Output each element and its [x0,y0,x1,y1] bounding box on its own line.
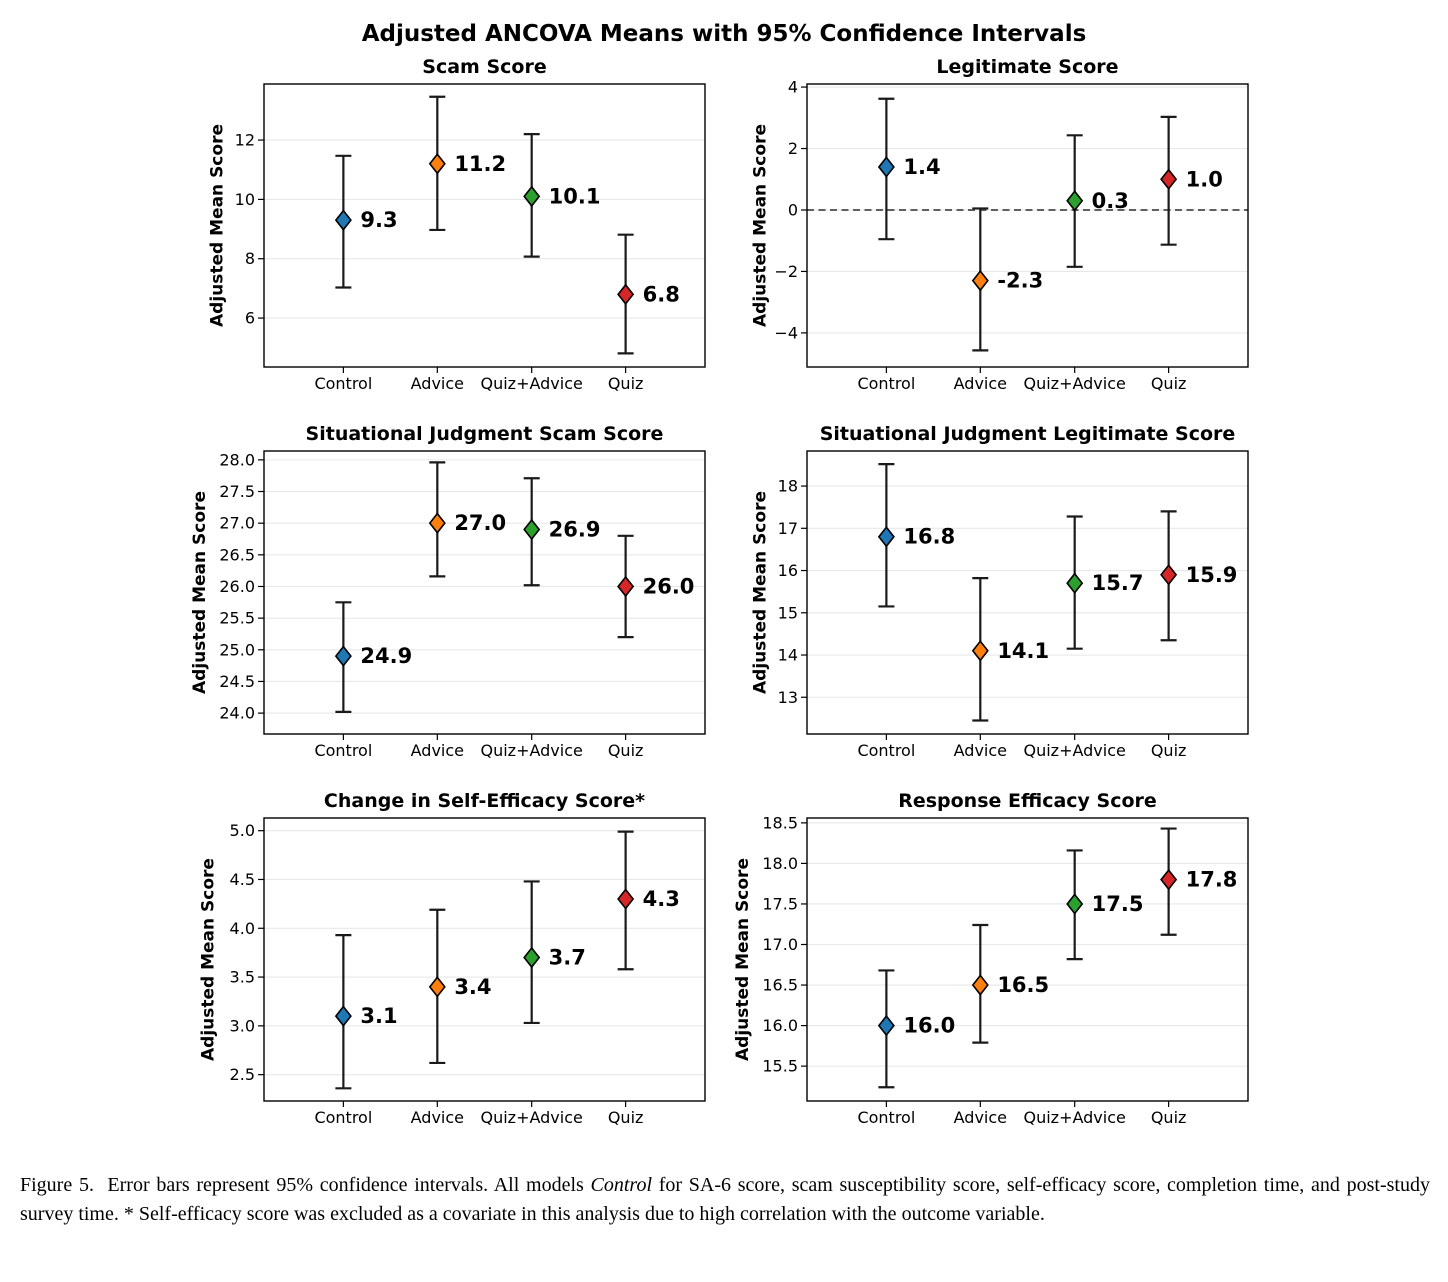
value-label: 11.2 [454,151,507,176]
axes-spines [807,818,1248,1101]
value-label: 3.1 [360,1004,398,1029]
mean-marker-quiz-advice [524,948,539,967]
mean-marker-quiz-advice [1067,894,1082,913]
subplot-scam-score [207,56,705,393]
mean-marker-advice [973,271,988,290]
x-tick-label-control: Control [314,741,373,760]
x-tick-label-quiz-advice: Quiz+Advice [480,741,583,760]
x-tick-label-control: Control [857,374,916,393]
caption-segment: Figure 5. Error bars represent 95% confidence intervals. All models [20,1174,591,1196]
y-axis-label: Adjusted Mean Score [750,491,771,694]
x-tick-label-quiz-advice: Quiz+Advice [1023,374,1126,393]
x-tick-label-quiz-advice: Quiz+Advice [1023,741,1126,760]
mean-marker-quiz [1161,170,1176,189]
figure-caption [20,1171,1430,1229]
y-tick-label: −4 [774,323,798,343]
mean-marker-advice [430,977,445,996]
y-tick-label: 8 [244,249,255,269]
value-label: 27.0 [454,511,507,536]
subplot-legitimate-score [750,56,1248,393]
y-tick-label: 15.5 [762,1056,798,1076]
value-label: 14.1 [997,638,1050,663]
value-label: 1.0 [1185,167,1223,192]
x-tick-label-quiz: Quiz [1150,374,1187,393]
y-tick-label: 12 [234,130,255,150]
y-tick-label: 17 [777,518,798,538]
subplot-title: Legitimate Score [936,56,1119,78]
value-label: 17.8 [1185,867,1238,892]
y-tick-label: 5.0 [229,821,255,841]
subplot-title: Situational Judgment Scam Score [305,423,664,445]
subplots-group [190,56,1248,1127]
mean-marker-control [879,157,894,176]
caption-segment: for SA-6 score, scam susceptibility score, self-efficacy score, completion time, and post-study survey time. * Self-efficacy score was excluded as a covariate in this analysis due to high correlation with the outcome variable. [20,1174,1430,1225]
y-tick-label: 4.0 [229,918,255,938]
value-label: 0.3 [1091,188,1129,213]
subplot-response-efficacy-score [733,790,1248,1127]
y-tick-label: 0 [787,200,798,220]
y-tick-label: 25.5 [219,608,255,628]
x-tick-label-advice: Advice [953,374,1008,393]
mean-marker-quiz [1161,870,1176,889]
mean-marker-control [336,211,351,230]
mean-marker-advice [430,514,445,533]
mean-marker-quiz-advice [1067,574,1082,593]
y-tick-label: 18.0 [762,853,798,873]
x-tick-label-control: Control [857,1108,916,1127]
mean-marker-control [879,1016,894,1035]
y-tick-label: 27.5 [219,482,255,502]
mean-marker-advice [973,976,988,995]
y-tick-label: 10 [234,189,255,209]
mean-marker-quiz-advice [524,187,539,206]
y-axis-label: Adjusted Mean Score [732,858,753,1061]
value-label: 15.7 [1091,571,1144,596]
axes-spines [807,451,1248,734]
mean-marker-advice [430,154,445,173]
y-tick-label: 2.5 [229,1065,255,1085]
value-label: 15.9 [1185,562,1238,587]
value-label: 26.9 [548,517,601,542]
y-tick-label: 6 [244,308,255,328]
x-tick-label-quiz-advice: Quiz+Advice [480,374,583,393]
x-tick-label-quiz-advice: Quiz+Advice [480,1108,583,1127]
axes-spines [264,84,705,367]
y-tick-label: 13 [777,687,798,707]
subplot-title: Situational Judgment Legitimate Score [819,423,1236,445]
y-tick-label: 26.5 [219,545,255,565]
value-label: 6.8 [642,282,680,307]
y-axis-label: Adjusted Mean Score [750,124,771,327]
value-label: 9.3 [360,208,398,233]
y-tick-label: 17.0 [762,934,798,954]
y-tick-label: 17.5 [762,894,798,914]
axes-spines [264,818,705,1101]
y-tick-label: 18 [777,476,798,496]
value-label: -2.3 [997,268,1044,293]
x-tick-label-control: Control [857,741,916,760]
subplot-title: Change in Self-Efficacy Score* [323,790,646,812]
value-label: 4.3 [642,886,680,911]
x-tick-label-advice: Advice [953,1108,1008,1127]
y-tick-label: 16 [777,561,798,581]
x-tick-label-quiz: Quiz [1150,1108,1187,1127]
value-label: 17.5 [1091,891,1144,916]
value-label: 16.0 [903,1013,956,1038]
y-tick-label: 2 [787,139,798,159]
subplot-situational-judgment-scam-score [190,423,705,760]
y-tick-label: 24.5 [219,671,255,691]
subplot-change-in-self-efficacy-score [199,790,705,1127]
y-tick-label: 25.0 [219,640,255,660]
y-tick-label: 3.0 [229,1016,255,1036]
x-tick-label-advice: Advice [410,374,465,393]
value-label: 16.5 [997,973,1050,998]
y-tick-label: 24.0 [219,703,255,723]
y-tick-label: 26.0 [219,576,255,596]
y-tick-label: 28.0 [219,450,255,470]
value-label: 10.1 [548,184,601,209]
y-tick-label: 4 [787,77,798,97]
y-tick-label: 27.0 [219,513,255,533]
y-tick-label: 4.5 [229,869,255,889]
caption-segment: Control [590,1174,653,1196]
x-tick-label-quiz-advice: Quiz+Advice [1023,1108,1126,1127]
mean-marker-quiz [1161,565,1176,584]
y-axis-label: Adjusted Mean Score [207,124,228,327]
y-axis-label: Adjusted Mean Score [189,491,210,694]
axes-spines [264,451,705,734]
x-tick-label-quiz: Quiz [1150,741,1187,760]
subplot-title: Response Efficacy Score [898,790,1157,812]
x-tick-label-advice: Advice [410,741,465,760]
y-tick-label: 14 [777,645,798,665]
y-tick-label: 16.0 [762,1016,798,1036]
x-tick-label-quiz: Quiz [607,741,644,760]
figure-title: Adjusted ANCOVA Means with 95% Confidence Intervals [361,21,1087,47]
value-label: 1.4 [903,154,941,179]
x-tick-label-advice: Advice [410,1108,465,1127]
y-tick-label: 3.5 [229,967,255,987]
value-label: 3.7 [548,945,586,970]
x-tick-label-advice: Advice [953,741,1008,760]
y-tick-label: −2 [774,261,798,281]
subplot-title: Scam Score [422,56,547,78]
value-label: 24.9 [360,644,413,669]
y-tick-label: 15 [777,603,798,623]
mean-marker-control [879,527,894,546]
x-tick-label-control: Control [314,1108,373,1127]
mean-marker-quiz [618,577,633,596]
mean-marker-quiz [618,285,633,304]
mean-marker-quiz-advice [1067,191,1082,210]
value-label: 26.0 [642,574,695,599]
axes-spines [807,84,1248,367]
mean-marker-advice [973,641,988,660]
x-tick-label-quiz: Quiz [607,374,644,393]
y-axis-label: Adjusted Mean Score [198,858,219,1061]
value-label: 16.8 [903,524,956,549]
x-tick-label-quiz: Quiz [607,1108,644,1127]
y-tick-label: 18.5 [762,813,798,833]
mean-marker-quiz [618,889,633,908]
y-tick-label: 16.5 [762,975,798,995]
x-tick-label-control: Control [314,374,373,393]
value-label: 3.4 [454,974,492,999]
subplot-situational-judgment-legitimate-score [750,423,1248,760]
mean-marker-control [336,1007,351,1026]
